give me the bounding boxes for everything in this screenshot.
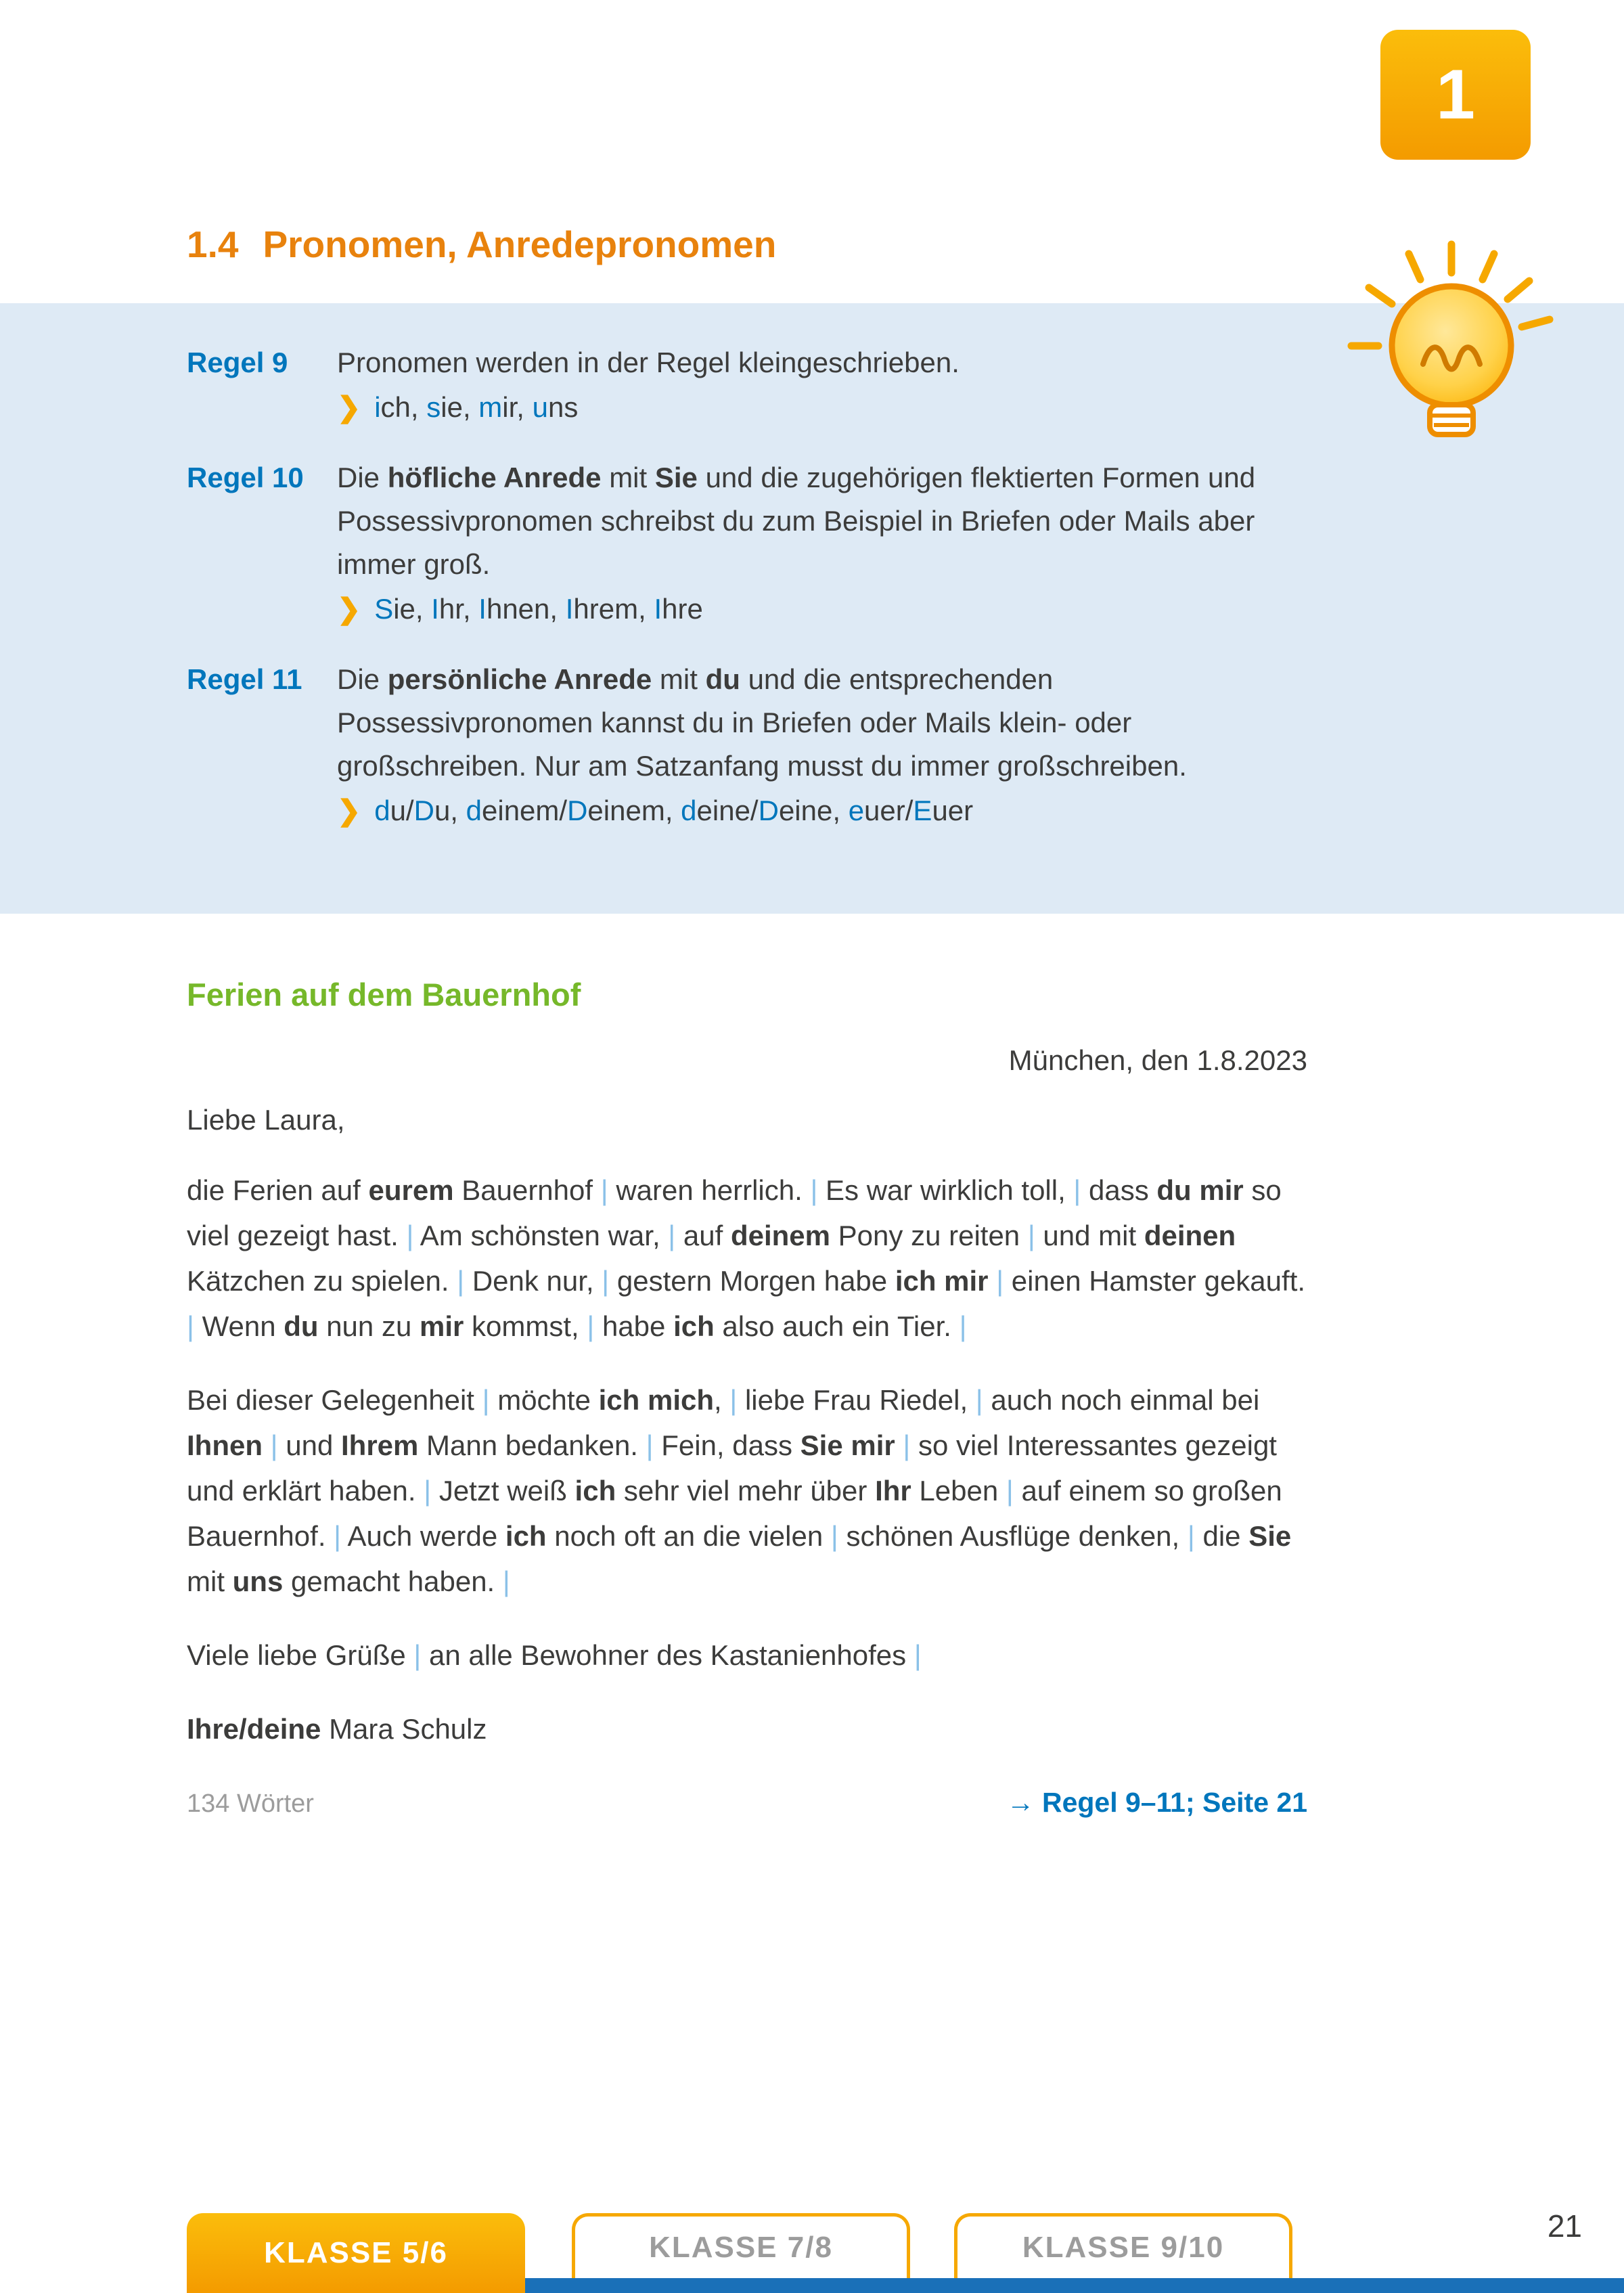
tab-klasse-7-8[interactable] xyxy=(572,2213,910,2278)
letter-signature: Ihre/deine Mara Schulz xyxy=(187,1713,487,1745)
rule-body xyxy=(337,341,1310,429)
rule-reference-link[interactable]: → Regel 9–11; Seite 21 xyxy=(1006,1787,1307,1818)
letter-title: Ferien auf dem Bauernhof xyxy=(187,977,581,1012)
chevron-bullet-icon: ❯ xyxy=(337,391,361,423)
letter-meta-row xyxy=(187,1787,1307,1819)
section-heading xyxy=(187,223,776,266)
rule-label: Regel 9 xyxy=(187,347,288,378)
tab-klasse-9-10[interactable] xyxy=(954,2213,1292,2278)
rule-9 xyxy=(187,341,1310,429)
rule-label: Regel 11 xyxy=(187,663,302,695)
letter-salutation: Liebe Laura, xyxy=(187,1104,345,1136)
letter-paragraph: die Ferien auf eurem Bauernhof | waren herrlich. | Es war wirklich toll, | dass du mir so viel gezeigt hast. | Am schönsten war, | auf deinem Pony zu reiten | und mit deinen Kätzchen zu spielen. | Denk nur, | gestern Morgen habe ich mir | einen Hamster gekauft. | Wenn du nun zu mir kommst, | habe ich also auch ein Tier. | xyxy=(187,1174,1306,1342)
rule-example-text: Sie, Ihr, Ihnen, Ihrem, Ihre xyxy=(374,593,703,625)
rule-10 xyxy=(187,456,1310,631)
tab-label: KLASSE 5/6 xyxy=(264,2236,448,2269)
rule-text: Die persönliche Anrede mit du und die entsprechenden Possessivpronomen kannst du in Briefen oder Mails klein- oder großschreiben. Nur am Satzanfang musst du immer großschreiben. xyxy=(337,663,1187,782)
chevron-bullet-icon: ❯ xyxy=(337,795,361,826)
page-number: 21 xyxy=(1547,2208,1582,2244)
rule-example xyxy=(337,587,1310,631)
tab-klasse-5-6[interactable] xyxy=(187,2213,525,2293)
tab-label: KLASSE 9/10 xyxy=(1022,2230,1225,2264)
rule-example-text: du/Du, deinem/Deinem, deine/Deine, euer/Euer xyxy=(374,795,974,826)
rule-text: Die höfliche Anrede mit Sie und die zugehörigen flektierten Formen und Possessivpronomen schreibst du zum Beispiel in Briefen oder Mails aber immer groß. xyxy=(337,462,1256,580)
letter-section xyxy=(187,976,1307,1819)
rule-label: Regel 10 xyxy=(187,462,304,493)
letter-paragraph: Viele liebe Grüße | an alle Bewohner des Kastanienhofes | xyxy=(187,1639,922,1671)
rule-example-text: ich, sie, mir, uns xyxy=(374,391,579,423)
rule-11 xyxy=(187,658,1310,832)
section-number: 1.4 xyxy=(187,223,239,265)
letter-dateline: München, den 1.8.2023 xyxy=(1008,1044,1307,1076)
rule-text: Pronomen werden in der Regel kleingeschrieben. xyxy=(337,347,960,378)
section-title: Pronomen, Anredepronomen xyxy=(263,223,777,265)
rule-body xyxy=(337,456,1310,631)
chapter-number-box xyxy=(1380,30,1531,160)
tab-label: KLASSE 7/8 xyxy=(649,2230,833,2264)
rule-example xyxy=(337,386,1310,429)
lightbulb-icon xyxy=(1343,207,1560,451)
rule-body xyxy=(337,658,1310,832)
chevron-bullet-icon: ❯ xyxy=(337,593,361,625)
rule-example xyxy=(337,789,1310,832)
word-count: 134 Wörter xyxy=(187,1789,314,1818)
chapter-number: 1 xyxy=(1436,55,1475,134)
letter-paragraph: Bei dieser Gelegenheit | möchte ich mich, | liebe Frau Riedel, | auch noch einmal bei Ihnen | und Ihrem Mann bedanken. | Fein, dass Sie mir | so viel Interessantes gezeigt und erklärt haben. | Jetzt weiß ich sehr viel mehr über Ihr Leben | auf einem so großen Bauernhof. | Auch werde ich noch oft an die vielen | schönen Ausflüge denken, | die Sie mit uns gemacht haben. | xyxy=(187,1384,1292,1597)
